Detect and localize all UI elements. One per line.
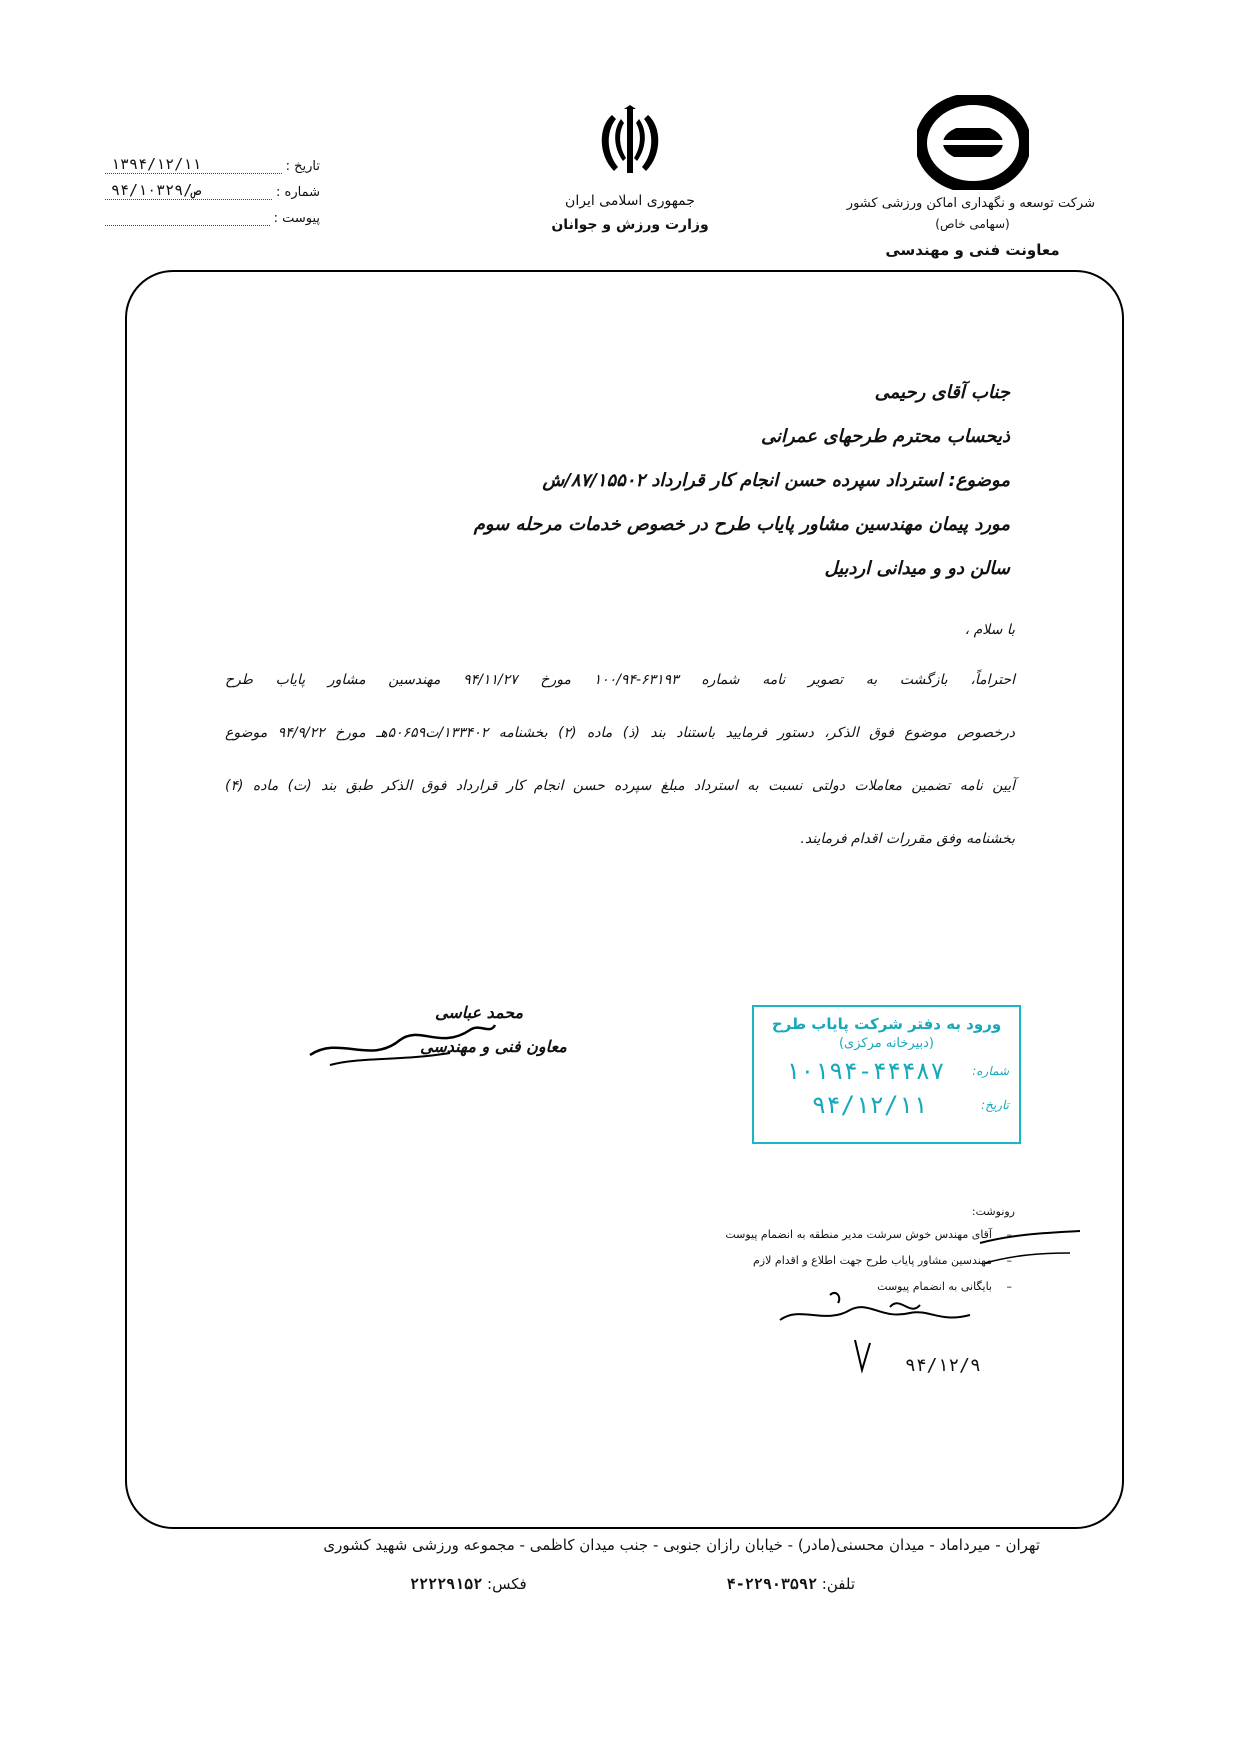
dash-icon: – <box>1006 1254 1012 1267</box>
company-type: (سهامی خاص) <box>935 217 1010 231</box>
footer-address: تهران - میرداماد - میدان محسنی(مادر) - خیابان رازان جنوبی - جنب میدان کاظمی - مجموعه ورزشی شهید کشوری <box>323 1536 1040 1554</box>
attachment-value <box>105 225 270 226</box>
footer-phone <box>727 1575 855 1593</box>
body-text-line: احتراماً، بازگشت به تصویر نامه شماره ۶۳۱۹۳-۱۰۰/۹۴ مورخ ۹۴/۱۱/۲۷ مهندسین مشاور پایاب طرح <box>225 672 1015 688</box>
stamp-date-row <box>754 1091 1019 1119</box>
phone-label: تلفن: <box>821 1575 855 1593</box>
footer-fax <box>410 1575 527 1593</box>
body-text-line: آیین نامه تضمین معاملات دولتی نسبت به استرداد مبلغ سپرده حسن انجام کار قرارداد فوق الذکر طبق بند (ت) ماده (۴) <box>225 778 1015 794</box>
stamp-number-row <box>754 1057 1019 1085</box>
date-row <box>105 148 320 174</box>
attachment-label: پیوست : <box>273 211 320 226</box>
stamp-number-value: ۱۰۱۹۴-۴۴۴۸۷ <box>785 1057 945 1085</box>
stamp-title: ورود به دفتر شرکت پایاب طرح <box>771 1015 1002 1033</box>
body-text-line: درخصوص موضوع فوق الذکر، دستور فرمایید باستناد بند (ذ) ماده (۲) بخشنامه ۱۳۳۴۰۲/ت۵۰۶۵۹هـ مورخ ۹۴/۹/۲۲ موضوع <box>225 725 1015 741</box>
republic-name: جمهوری اسلامی ایران <box>565 193 695 209</box>
stamp-number-label: شماره: <box>972 1064 1009 1078</box>
stamp-date-value: ۹۴/۱۲/۱۱ <box>811 1091 928 1119</box>
greeting: با سلام ، <box>964 622 1015 638</box>
letter-meta <box>105 148 320 226</box>
government-header <box>540 105 720 233</box>
date-label: تاریخ : <box>285 159 320 174</box>
cc-item-text: بایگانی به انضمام پیوست <box>877 1280 992 1293</box>
cc-item-text: مهندسین مشاور پایاب طرح جهت اطلاع و اقدام لازم <box>753 1254 992 1267</box>
dash-icon: – <box>1006 1228 1012 1241</box>
date-value: ۱۳۹۴/۱۲/۱۱ <box>105 155 282 174</box>
body-text-line: بخشنامه وفق مقررات اقدام فرمایند. <box>800 831 1015 847</box>
dash-icon: – <box>1006 1280 1012 1293</box>
number-label: شماره : <box>276 185 320 200</box>
cc-item-text: آقای مهندس خوش سرشت مدیر منطقه به انضمام پیوست <box>725 1228 992 1241</box>
subject-line: موضوع: استرداد سپرده حسن انجام کار قرارداد ۸۷/۱۵۵۰۲/ش <box>542 470 1010 491</box>
company-department: معاونت فنی و مهندسی <box>885 241 1060 259</box>
recipient-title: ذیحساب محترم طرحهای عمرانی <box>760 426 1010 447</box>
iran-emblem-icon <box>590 105 670 185</box>
company-name: شرکت توسعه و نگهداری اماکن ورزشی کشور <box>846 196 1095 211</box>
subject-line: سالن دو و میدانی اردبیل <box>824 558 1010 579</box>
number-row <box>105 174 320 200</box>
number-value: ۹۴/ص/۱۰۳۲۹ <box>105 181 272 200</box>
cc-label: رونوشت: <box>971 1205 1015 1218</box>
fax-value: ۲۲۲۲۹۱۵۲ <box>410 1575 483 1593</box>
subject-line: مورد پیمان مهندسین مشاور پایاب طرح در خصوص خدمات مرحله سوم <box>473 514 1010 535</box>
signer-name: محمد عباسی <box>435 1003 524 1022</box>
attachment-row <box>105 200 320 226</box>
signer-title: معاون فنی و مهندسی <box>420 1037 567 1056</box>
company-logo-icon <box>917 95 1029 190</box>
stamp-date-label: تاریخ: <box>981 1098 1009 1112</box>
phone-value: ۲۲۹۰۳۵۹۲-۴ <box>726 1575 818 1593</box>
handwritten-date: ۹۴/۱۲/۹ <box>905 1355 981 1376</box>
recipient-name: جناب آقای رحیمی <box>874 382 1010 403</box>
stamp-subtitle: (دبیرخانه مرکزی) <box>838 1036 935 1051</box>
fax-label: فکس: <box>487 1575 527 1593</box>
receipt-stamp <box>752 1005 1021 1144</box>
ministry-name: وزارت ورزش و جوانان <box>551 217 709 233</box>
company-header <box>846 95 1095 259</box>
